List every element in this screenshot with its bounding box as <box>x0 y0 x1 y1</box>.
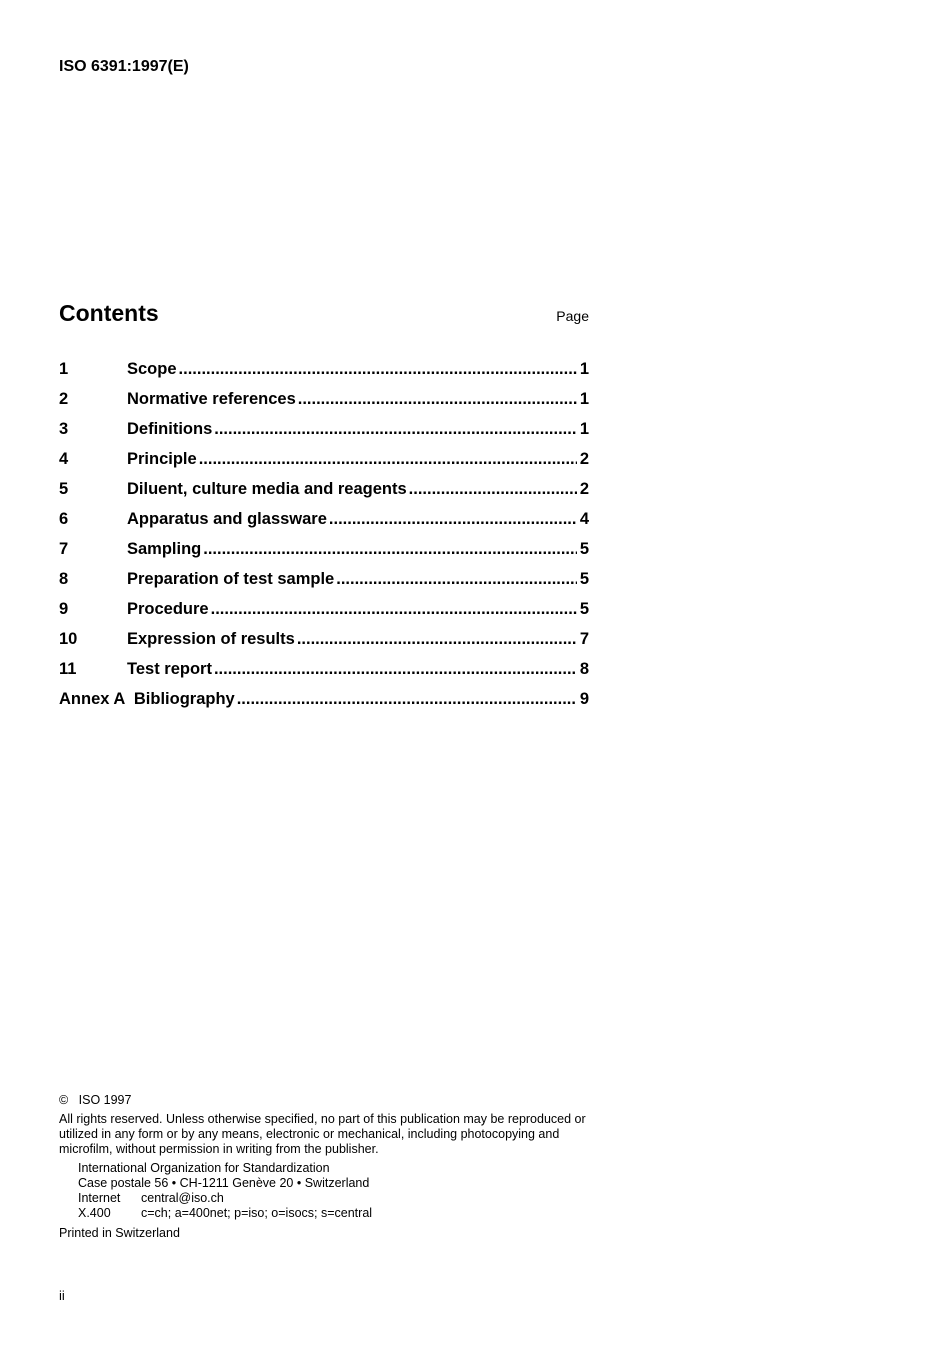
toc-entry-number: 4 <box>59 450 69 468</box>
internet-value[interactable]: central@iso.ch <box>141 1191 224 1205</box>
toc-entry-number: 1 <box>59 360 69 378</box>
toc-entry-preparation-test-sample[interactable] <box>59 570 589 600</box>
toc-entry-number: 8 <box>59 570 69 588</box>
dot-leader <box>409 480 577 499</box>
toc-entry-number: 5 <box>59 480 69 498</box>
toc-entry-apparatus-glassware[interactable] <box>59 510 589 540</box>
dot-leader <box>329 510 577 529</box>
internet-label: Internet <box>78 1191 121 1205</box>
x400-contact <box>78 1206 594 1221</box>
contents-title: Contents <box>59 300 159 326</box>
document-id: ISO 6391:1997(E) <box>59 58 189 75</box>
toc-entry-title: Definitions <box>127 420 213 438</box>
toc-entry-title: Preparation of test sample <box>127 570 335 588</box>
toc-entry-page: 5 <box>579 570 589 588</box>
toc-entry-title: Test report <box>127 660 212 678</box>
dot-leader <box>179 360 577 379</box>
toc-entry-number: 2 <box>59 390 69 408</box>
toc-entry-page: 1 <box>579 390 589 408</box>
publisher-address <box>78 1161 594 1221</box>
toc-entry-page: 9 <box>579 690 589 708</box>
toc-entry-page: 5 <box>579 540 589 558</box>
toc-entry-number: 3 <box>59 420 69 438</box>
toc-entry-procedure[interactable] <box>59 600 589 630</box>
dot-leader <box>214 420 577 439</box>
toc-entry-number: 9 <box>59 600 69 618</box>
page-number: ii <box>59 1288 65 1303</box>
toc-entry-title: Annex A Bibliography <box>59 690 235 708</box>
dot-leader <box>297 630 577 649</box>
toc-entry-page: 8 <box>579 660 589 678</box>
dot-leader <box>199 450 577 469</box>
toc-entry-page: 2 <box>579 450 589 468</box>
toc-entry-title: Expression of results <box>127 630 295 648</box>
toc-entry-title: Principle <box>127 450 197 468</box>
x400-label: X.400 <box>78 1206 111 1220</box>
toc-entry-page: 4 <box>579 510 589 528</box>
dot-leader <box>298 390 577 409</box>
toc-entry-page: 2 <box>579 480 589 498</box>
toc-entry-number: 6 <box>59 510 69 528</box>
rights-statement: All rights reserved. Unless otherwise specified, no part of this publication may be reproduced or utilized in any form or by any means, electronic or mechanical, including photocopying and microfilm, without permission in writing from the publisher. <box>59 1112 586 1156</box>
dot-leader <box>237 690 577 709</box>
dot-leader <box>336 570 577 589</box>
dot-leader <box>214 660 577 679</box>
x400-value: c=ch; a=400net; p=iso; o=isocs; s=central <box>141 1206 373 1220</box>
copyright-notice: © ISO 1997 <box>59 1093 132 1107</box>
dot-leader <box>203 540 577 559</box>
toc-entry-number: 11 <box>59 660 77 678</box>
toc-entry-title: Normative references <box>127 390 296 408</box>
toc-entry-title: Apparatus and glassware <box>127 510 327 528</box>
toc-entry-title: Diluent, culture media and reagents <box>127 480 407 498</box>
toc-entry-page: 1 <box>579 420 589 438</box>
toc-entry-page: 1 <box>579 360 589 378</box>
toc-entry-title: Procedure <box>127 600 209 618</box>
printed-in: Printed in Switzerland <box>59 1226 180 1240</box>
toc-entry-principle[interactable] <box>59 450 589 480</box>
toc-entry-number: 10 <box>59 630 78 648</box>
toc-entry-title: Scope <box>127 360 177 378</box>
toc-entry-title: Sampling <box>127 540 202 558</box>
toc-entry-scope[interactable] <box>59 360 589 390</box>
table-of-contents <box>59 360 589 720</box>
copyright-block <box>59 1093 594 1241</box>
toc-entry-test-report[interactable] <box>59 660 589 690</box>
toc-entry-expression-of-results[interactable] <box>59 630 589 660</box>
contents-header <box>59 300 589 330</box>
toc-entry-sampling[interactable] <box>59 540 589 570</box>
toc-entry-number: 7 <box>59 540 69 558</box>
toc-entry-definitions[interactable] <box>59 420 589 450</box>
dot-leader <box>211 600 577 619</box>
toc-entry-annex-a-bibliography[interactable] <box>59 690 589 720</box>
toc-entry-page: 5 <box>579 600 589 618</box>
toc-entry-page: 7 <box>579 630 589 648</box>
page-column-label: Page <box>556 308 589 324</box>
toc-entry-diluent-culture-media[interactable] <box>59 480 589 510</box>
postal-address: Case postale 56 • CH-1211 Genève 20 • Switzerland <box>78 1176 370 1190</box>
organization-name: International Organization for Standardization <box>78 1161 330 1175</box>
toc-entry-normative-references[interactable] <box>59 390 589 420</box>
internet-contact <box>78 1191 594 1206</box>
